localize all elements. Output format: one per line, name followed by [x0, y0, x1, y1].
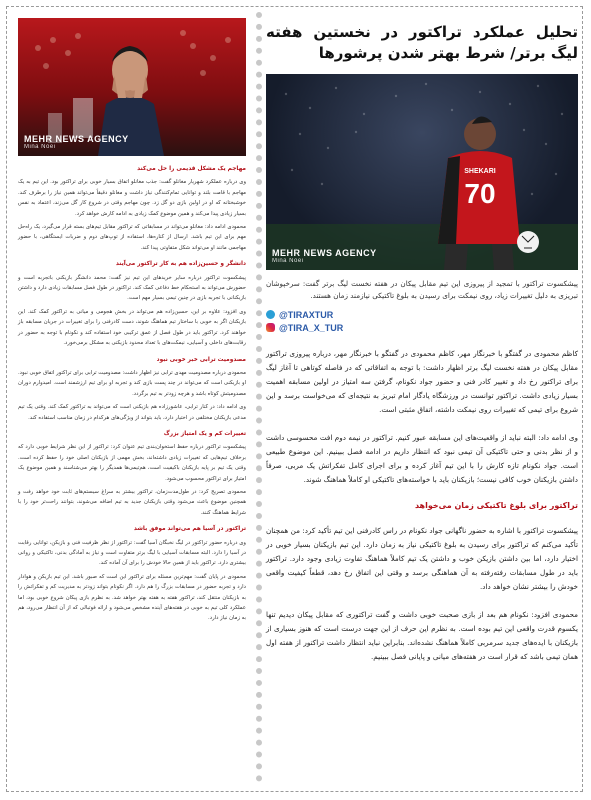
section-paragraph: محمودی ادامه داد: مغانلو می‌تواند در مسابقاتی که تراکتور مقابل تیم‌های بسته قرار می‌گیرد، یک راه‌حل مهم برای این تیم باشد. ارسال از کناره‌ها، استفاده از توپ‌های دوم و ضربات ایستگاهی، با حضور مهاجمی مانند او می‌تواند شکل متفاوتی پیدا کند. [18, 224, 246, 251]
shirt-name: SHEKARI [464, 168, 496, 175]
article-paragraph: محمودی افزود: نکونام هم بعد از بازی صحبت خوبی داشت و گفت تراکتوری که مقابل پیکان دیدیم تنها یکسوم قدرت واقعی این تیم بوده است. به نظرم این حرف از این جهت درست است که هنوز بسیاری از بازیکنان با ایده‌های جدید سرمربی کاملاً هماهنگ نشده‌اند. بنابراین نباید انتظار داشت تراکتور از هفته اول همان تیمی باشد که قرار است در هفته‌های میانی و پایانی فصل ببینیم. [266, 610, 578, 661]
player-illustration [266, 74, 578, 270]
section-paragraph: پیشکسوت تراکتور درباره سایر خریدهای این تیم نیز گفت: محمد دانشگر بازیکنی باتجربه است و حضورش می‌تواند به استحکام خط دفاعی کمک کند. تراکتور در طول فصل مسابقات زیادی دارد و داشتن بازیکنانی با تجربه بازی در چنین تیمی بسیار مهم است. [18, 274, 246, 302]
section-paragraph: محمودی تصریح کرد: در طول‌مدت‌زمان، تراکتور بیشتر به سراغ سیستم‌های ثابت خود خواهد رفت و همچنین موضوع باعث می‌شود وقتی بازیکنان جدید به تیم اضافه می‌شوند، بتوانند راحت‌تر خود را با شرایط هماهنگ کنند. [18, 488, 246, 516]
social-handles [266, 310, 578, 333]
player-photo [266, 74, 578, 270]
section-heading: مهاجم یک مشکل قدیمی را حل می‌کند [137, 166, 246, 172]
section-heading: تراکتور در آسیا هم می‌تواند موفق باشد [133, 526, 246, 533]
article-subheading: تراکتور برای بلوغ تاکتیکی زمان می‌خواهد [414, 501, 578, 510]
article-paragraph: کاظم محمودی در گفتگو با خبرنگار مهر، کاظم محمودی در گفتگو با خبرنگار مهر، درباره پیروزی تراکتور مقابل پیکان در هفته نخست لیگ برتر اظهار داشت: با توجه به اتفاقاتی که در فاصله کوتاهی تا آغاز لیگ برای تراکتور رخ داد و تغییر کادر فنی و حضور جواد نکونام، گرفتن سه امتیاز در اولین مسابقه اهمیت بسیار زیادی داشت. تراکتور توانست در ورزشگاه یادگار امام تبریز به نتیجه‌ای که می‌خواست برسد و این شروع برای تیمی که تغییرات روی نیمکت داشته، اتفاق مثبتی است. [266, 349, 578, 414]
section-heading: مصدومیت ترابی خبر خوبی نبود [156, 356, 246, 363]
section-paragraph: پیشکسوت تراکتور درباره حفظ استخوان‌بندی تیم عنوان کرد: تراکتور از این نظر شرایط خوبی دارد که برخلاف تیم‌هایی که تغییرات زیادی داشته‌اند، بخش مهمی از بازیکنان اصلی خود را حفظ کرده است. وقتی یک تیم بر پایه بازیکنان باکیفیت است، هم‌تیمی‌ها همدیگر را بهتر می‌شناسند و همین موضوع یک امتیاز برای تراکتور محسوب می‌شود. [18, 444, 246, 482]
article-paragraph: وی ادامه داد: البته نباید از واقعیت‌های این مسابقه عبور کنیم. تراکتور در نیمه دوم افت محسوسی داشت و از نظر بدنی و حتی تاکتیکی آن تیمی نبود که انتظار داریم در ادامه فصل ببینیم. این موضوع طبیعی است. جواد نکونام تازه کارش را با این تیم آغاز کرده و برای اجرای کامل تفکراتش یک مربی، صرفاً داشتن بازیکنان خوب کافی نیست؛ بازیکنان باید با خواسته‌های تاکتیکی او کاملاً هماهنگ شوند. [266, 433, 578, 484]
article-paragraph: پیشکسوت تراکتور با اشاره به حضور ناگهانی جواد نکونام در راس کادرفنی این تیم تأکید کرد: من همچنان تأکید می‌کنم که تراکتور برای رسیدن به بلوغ تاکتیکی نیاز به زمان دارد. این تیم بازیکنان بسیار خوبی در اختیار دارد، اما بین داشتن بازیکن خوب و داشتن یک تیم کاملاً هماهنگ تفاوت زیادی وجود دارد. تراکتور باید در طول مسابقات رفته‌رفته به آن هماهنگی برسد و وقتی این اتفاق رخ دهد، قطعاً کیفیت واقعی خودش را بیشتر نشان خواهد داد. [266, 526, 578, 591]
section-paragraph: وی افزود: علاوه بر این، حسین‌زاده هم می‌تواند در بخش هجومی و میانی به تراکتور کمک کند. این بازیکنان اگر به خوبی با ساختار تیم هماهنگ شوند، دست کادرفنی را برای تغییرات در جریان مسابقه باز خواهند کرد. تراکتور باید در طول فصل از عمق ترکیبی خود استفاده کند و نکونام با توجه به حضور در رقابت‌های داخلی و آسیایی، نیمکت‌های با تعداد محدود بازیکنی به مشکل برمی‌خورد. [18, 308, 246, 347]
section-paragraph: وی ادامه داد: در کنار ترابی، عاشورزاده هم بازیکنی است که می‌تواند به تراکتور کمک کند. وقتی یک تیم مدعی بازیکنان مختلفی در اختیار دارد، باید بتواند از ویژگی‌های هرکدام در زمان مناسب استفاده کند. [18, 404, 246, 421]
section-paragraph: محمودی درباره مصدومیت مهدی ترابی نیز اظهار داشت: مصدومیت ترابی برای تراکتور اتفاق خوبی نبود. او بازیکنی است که می‌تواند در چند پست بازی کند و تجربه او برای تیم ارزشمند است. امیدوارم دوران مصدومیتش کوتاه باشد و هرچه زودتر به تیم برگردد. [18, 369, 246, 397]
left-article-body [18, 164, 246, 624]
article-headline: تحلیل عملکرد تراکتور در نخستین هفته لیگ برتر/ شرط بهتر شدن پرشورها [266, 23, 578, 62]
section-heading: تغییرات کم و یک امتیاز بزرگ [163, 430, 246, 437]
photo-logo: MEHR NEWS AGENCY Mina Noei [24, 134, 129, 150]
instagram-handle[interactable]: @TIRA_X_TUR [266, 323, 578, 333]
photo-logo: MEHR NEWS AGENCY Mina Noei [272, 248, 377, 264]
section-paragraph: وی درباره حضور تراکتور در لیگ نخبگان آسیا گفت: تراکتور از نظر ظرفیت فنی و بازیکن، توانایی رقابت در آسیا را دارد. البته مسابقات آسیایی با لیگ برتر متفاوت است و نیاز به آمادگی بدنی، تاکتیکی و روانی بیشتری دارد. تراکتور باید از همین حالا خودش را برای آن آماده کند. [18, 539, 246, 567]
right-column [266, 18, 578, 664]
column-divider [256, 12, 262, 782]
telegram-handle[interactable]: @TIRAXTUR [266, 310, 578, 320]
photo-caption: پیشکسوت تراکتور با تمجید از پیروزی این تیم مقابل پیکان در هفته نخست لیگ برتر گفت: سرخپوشان تبریزی به دلیل تغییرات زیاد، روی نیمکت برای رسیدن به بلوغ تاکتیکی نیازمند زمان هستند. [266, 279, 578, 300]
instagram-icon [266, 323, 275, 332]
telegram-icon [266, 310, 275, 319]
section-paragraph: وی درباره عملکرد شهریار مغانلو گفت: جذب مغانلو اتفاق بسیار خوبی برای تراکتور بود. این تیم به یک مهاجم با قامت بلند و توانایی تمام‌کنندگی نیاز داشت و مغانلو دقیقاً می‌تواند همین نیاز را برطرف کند. خوشبختانه که او در اولین بازی دو گل زد. چون مهاجم وقتی در شروع کار گل می‌زند، اعتماد به نفس بسیار زیادی پیدا می‌کند و همین موضوع کمک زیادی به ادامه کارش خواهد کرد. [18, 179, 246, 217]
section-heading: دانشگر و حسین‌زاده هم به کار تراکتور می‌آیند [115, 261, 246, 268]
section-paragraph: محمودی در پایان گفت: مهم‌ترین مسئله برای تراکتور این است که صبور باشد. این تیم بازیکن و هوادار دارد و تجربه حضور در مسابقات بزرگ را هم دارد. اگر نکونام بتواند زودتر به مدیریت کم و تفکراتش را به بازیکنان منتقل کند، تراکتور هفته به هفته بهتر خواهد شد. به نظرم بازی پیکان شروع خوبی بود، اما عملکرد کلی تیم به خوبی در هفته‌های آینده مشخص می‌شود و ارائه فوتبالی که از آن انتظار می‌رود، هم به زمان نیاز دارد. [18, 573, 246, 622]
shirt-number: 70 [464, 178, 496, 209]
left-column [18, 18, 246, 624]
coach-photo [18, 18, 246, 156]
